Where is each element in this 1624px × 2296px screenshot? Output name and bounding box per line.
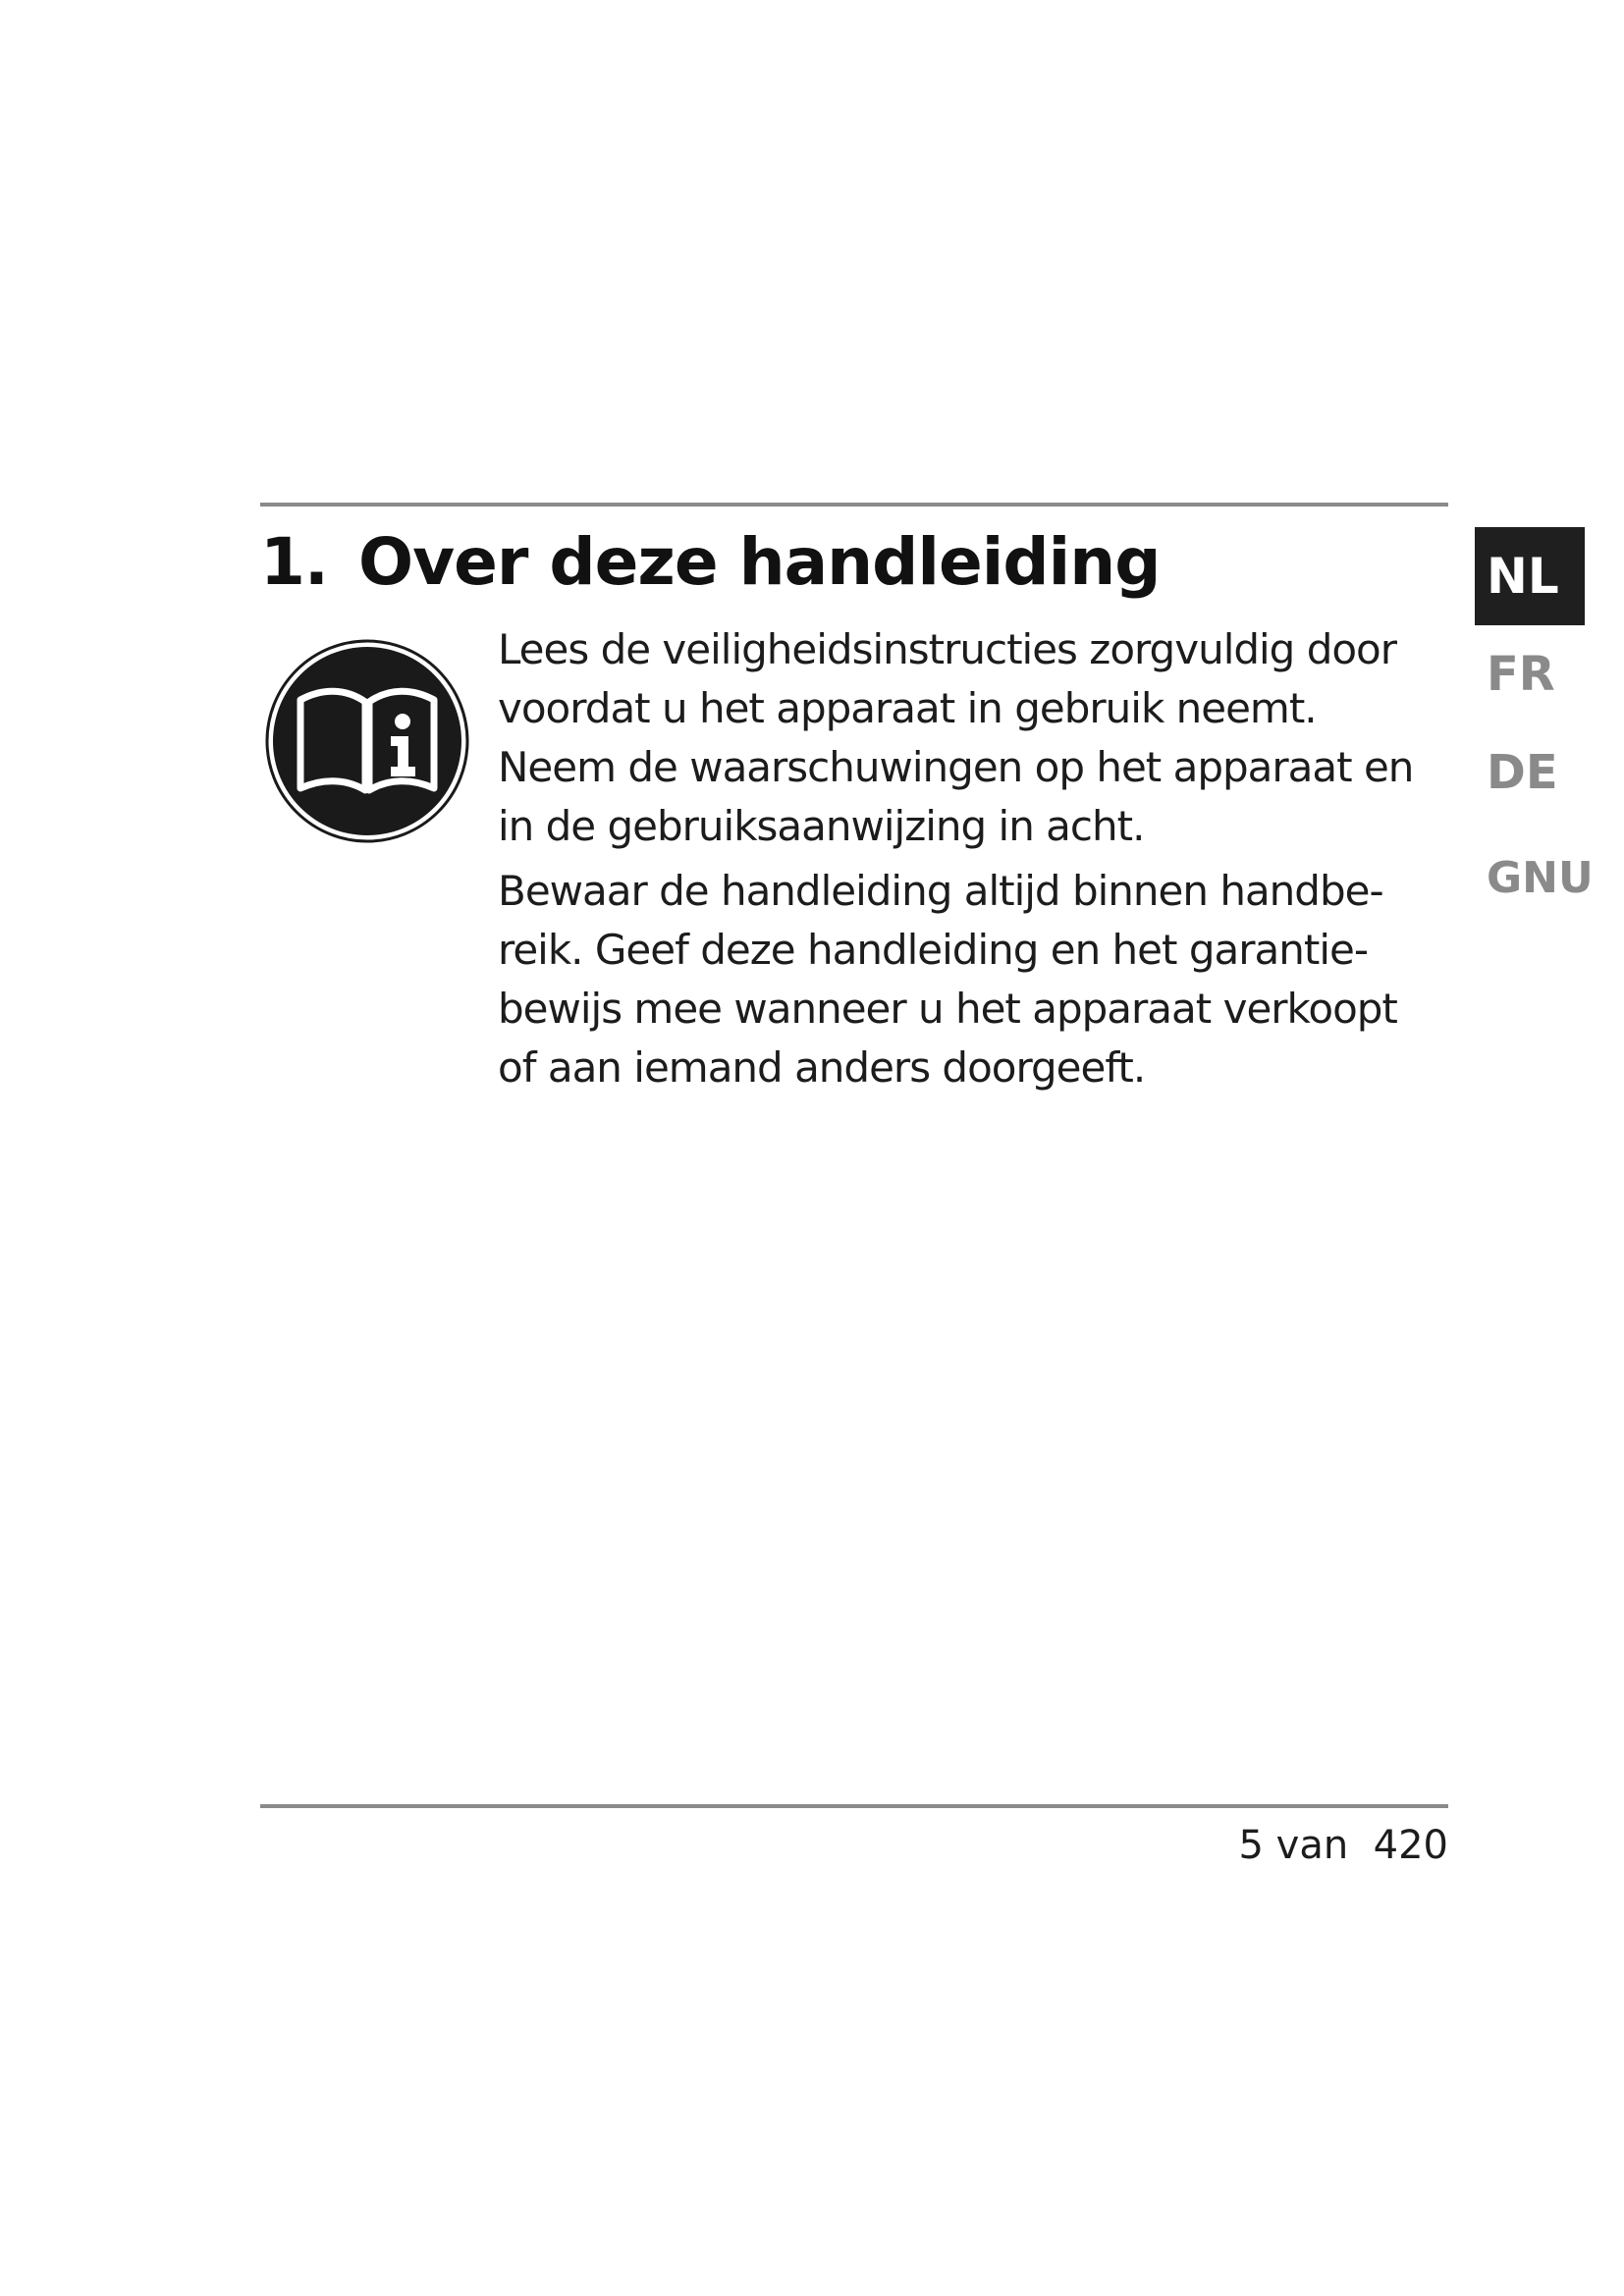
text-line: voordat u het apparaat in gebruik neemt. bbox=[498, 684, 1317, 732]
paragraph-read-instructions bbox=[498, 620, 1465, 856]
info-book-icon bbox=[265, 639, 469, 843]
language-tabs bbox=[1475, 527, 1594, 928]
section-title: Over deze handleiding bbox=[358, 524, 1161, 600]
intro-text bbox=[498, 620, 1465, 1097]
section-number: 1. bbox=[260, 524, 328, 600]
tab-nl[interactable]: NL bbox=[1475, 527, 1585, 625]
text-line: in de gebruiksaanwijzing in acht. bbox=[498, 802, 1145, 850]
footer-rule bbox=[260, 1804, 1448, 1808]
text-line: Bewaar de handleiding altijd binnen handbe- bbox=[498, 867, 1383, 915]
paragraph-keep-manual bbox=[498, 862, 1465, 1097]
tab-de[interactable]: DE bbox=[1487, 745, 1558, 800]
text-line: Neem de waarschuwingen op het apparaat en bbox=[498, 743, 1414, 791]
section-heading bbox=[260, 518, 1160, 607]
text-line: bewijs mee wanneer u het apparaat verkoopt bbox=[498, 985, 1397, 1033]
tab-fr[interactable]: FR bbox=[1487, 647, 1555, 702]
page-number: 5 van 420 bbox=[1238, 1823, 1448, 1868]
text-line: Lees de veiligheidsinstructies zorgvuldig door bbox=[498, 625, 1397, 673]
header-rule bbox=[260, 503, 1448, 507]
text-line: of aan iemand anders doorgeeft. bbox=[498, 1043, 1146, 1092]
text-line: reik. Geef deze handleiding en het garantie- bbox=[498, 926, 1368, 974]
tab-gnu[interactable]: GNU bbox=[1487, 853, 1594, 903]
